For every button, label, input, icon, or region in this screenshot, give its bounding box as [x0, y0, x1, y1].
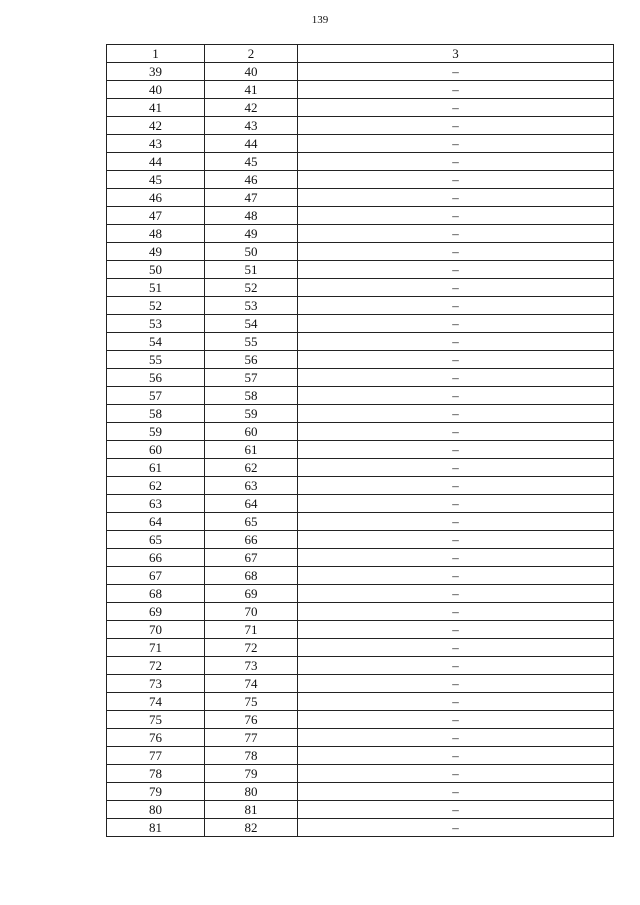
table-row — [107, 207, 614, 225]
table-cell-col-3: – — [298, 81, 614, 99]
table-cell-col-3: – — [298, 549, 614, 567]
table-cell-col-1: 65 — [107, 531, 205, 549]
table-cell-col-3: – — [298, 297, 614, 315]
table-cell-col-3: – — [298, 459, 614, 477]
table-cell-col-2: 60 — [205, 423, 298, 441]
table-cell-col-1: 51 — [107, 279, 205, 297]
table-cell-col-1: 44 — [107, 153, 205, 171]
table-row — [107, 225, 614, 243]
table-cell-col-1: 71 — [107, 639, 205, 657]
table-cell-col-3: – — [298, 99, 614, 117]
table-cell-col-2: 78 — [205, 747, 298, 765]
table-cell-col-3: – — [298, 207, 614, 225]
table-row — [107, 297, 614, 315]
table-cell-col-1: 69 — [107, 603, 205, 621]
table-row — [107, 657, 614, 675]
table-cell-col-3: – — [298, 171, 614, 189]
table-row — [107, 63, 614, 81]
table-cell-col-2: 69 — [205, 585, 298, 603]
table-cell-col-2: 68 — [205, 567, 298, 585]
table-cell-col-2: 64 — [205, 495, 298, 513]
table-cell-col-1: 72 — [107, 657, 205, 675]
table-cell-col-1: 81 — [107, 819, 205, 837]
table-cell-col-1: 68 — [107, 585, 205, 603]
table-cell-col-1: 52 — [107, 297, 205, 315]
table-cell-col-2: 54 — [205, 315, 298, 333]
table-row — [107, 369, 614, 387]
table-cell-col-2: 72 — [205, 639, 298, 657]
table-row — [107, 423, 614, 441]
table-cell-col-1: 77 — [107, 747, 205, 765]
table-cell-col-3: – — [298, 477, 614, 495]
table-cell-col-2: 49 — [205, 225, 298, 243]
table-cell-col-3: – — [298, 585, 614, 603]
table-cell-col-3: – — [298, 333, 614, 351]
table-cell-col-3: – — [298, 63, 614, 81]
table-row — [107, 81, 614, 99]
table-row — [107, 405, 614, 423]
table-cell-col-3: – — [298, 423, 614, 441]
table-cell-col-1: 40 — [107, 81, 205, 99]
table-cell-col-3: – — [298, 531, 614, 549]
table-cell-col-2: 59 — [205, 405, 298, 423]
table-cell-col-2: 40 — [205, 63, 298, 81]
table-row — [107, 117, 614, 135]
table-cell-col-3: – — [298, 189, 614, 207]
table-cell-col-3: – — [298, 639, 614, 657]
table-cell-col-1: 55 — [107, 351, 205, 369]
table-cell-col-3: – — [298, 747, 614, 765]
table-cell-col-1: 49 — [107, 243, 205, 261]
table-cell-col-2: 82 — [205, 819, 298, 837]
table-cell-col-1: 47 — [107, 207, 205, 225]
table-row — [107, 747, 614, 765]
table-cell-col-2: 47 — [205, 189, 298, 207]
table-cell-col-2: 66 — [205, 531, 298, 549]
table-cell-col-2: 76 — [205, 711, 298, 729]
table-cell-col-2: 53 — [205, 297, 298, 315]
table-cell-col-2: 80 — [205, 783, 298, 801]
table-cell-col-1: 67 — [107, 567, 205, 585]
table-cell-col-2: 57 — [205, 369, 298, 387]
table-cell-col-2: 45 — [205, 153, 298, 171]
table-cell-col-2: 74 — [205, 675, 298, 693]
table-cell-col-3: – — [298, 495, 614, 513]
table-cell-col-3: – — [298, 315, 614, 333]
table-cell-col-1: 79 — [107, 783, 205, 801]
table-row — [107, 711, 614, 729]
table-row — [107, 765, 614, 783]
table-cell-col-2: 61 — [205, 441, 298, 459]
table-row — [107, 459, 614, 477]
table-row — [107, 333, 614, 351]
table-cell-col-1: 56 — [107, 369, 205, 387]
table-cell-col-1: 54 — [107, 333, 205, 351]
table-cell-col-1: 62 — [107, 477, 205, 495]
table-row — [107, 567, 614, 585]
table-row — [107, 729, 614, 747]
table-cell-col-1: 64 — [107, 513, 205, 531]
table-cell-col-2: 41 — [205, 81, 298, 99]
table-row — [107, 99, 614, 117]
table-cell-col-3: – — [298, 513, 614, 531]
table-cell-col-2: 81 — [205, 801, 298, 819]
table-cell-col-3: – — [298, 711, 614, 729]
table-cell-col-1: 57 — [107, 387, 205, 405]
table-cell-col-2: 79 — [205, 765, 298, 783]
table-cell-col-2: 56 — [205, 351, 298, 369]
table-cell-col-1: 42 — [107, 117, 205, 135]
table-cell-col-1: 76 — [107, 729, 205, 747]
table-cell-col-2: 70 — [205, 603, 298, 621]
table-cell-col-2: 62 — [205, 459, 298, 477]
table-cell-col-2: 71 — [205, 621, 298, 639]
table-cell-col-2: 77 — [205, 729, 298, 747]
table-row — [107, 153, 614, 171]
table-row — [107, 441, 614, 459]
table-row — [107, 279, 614, 297]
table-row — [107, 693, 614, 711]
table-cell-col-1: 74 — [107, 693, 205, 711]
table-cell-col-3: – — [298, 675, 614, 693]
table-row — [107, 261, 614, 279]
table-cell-col-2: 58 — [205, 387, 298, 405]
table-cell-col-1: 46 — [107, 189, 205, 207]
table-cell-col-3: – — [298, 153, 614, 171]
table-cell-col-1: 43 — [107, 135, 205, 153]
table-body — [107, 63, 614, 837]
table-cell-col-2: 50 — [205, 243, 298, 261]
table-row — [107, 513, 614, 531]
table-row — [107, 135, 614, 153]
table-cell-col-3: – — [298, 783, 614, 801]
table-cell-col-2: 75 — [205, 693, 298, 711]
table-cell-col-2: 43 — [205, 117, 298, 135]
table-row — [107, 585, 614, 603]
table-cell-col-2: 42 — [205, 99, 298, 117]
table-cell-col-2: 48 — [205, 207, 298, 225]
table-cell-col-3: – — [298, 351, 614, 369]
table-row — [107, 675, 614, 693]
table-cell-col-3: – — [298, 729, 614, 747]
table-row — [107, 603, 614, 621]
table-cell-col-3: – — [298, 135, 614, 153]
table-cell-col-3: – — [298, 765, 614, 783]
table-cell-col-2: 73 — [205, 657, 298, 675]
table-cell-col-1: 45 — [107, 171, 205, 189]
table-row — [107, 171, 614, 189]
table-row — [107, 477, 614, 495]
table-cell-col-2: 51 — [205, 261, 298, 279]
table-cell-col-3: – — [298, 801, 614, 819]
table-cell-col-1: 80 — [107, 801, 205, 819]
table-cell-col-2: 44 — [205, 135, 298, 153]
table-cell-col-3: – — [298, 261, 614, 279]
data-table — [106, 44, 614, 837]
table-cell-col-3: – — [298, 405, 614, 423]
table-cell-col-3: – — [298, 369, 614, 387]
table-cell-col-1: 48 — [107, 225, 205, 243]
table-cell-col-1: 58 — [107, 405, 205, 423]
table-row — [107, 387, 614, 405]
table-cell-col-3: – — [298, 693, 614, 711]
table-cell-col-3: – — [298, 117, 614, 135]
table-cell-col-1: 73 — [107, 675, 205, 693]
table-cell-col-2: 52 — [205, 279, 298, 297]
table-cell-col-1: 60 — [107, 441, 205, 459]
table-row — [107, 549, 614, 567]
table-row — [107, 243, 614, 261]
page-number: 139 — [311, 14, 329, 26]
column-header-1: 1 — [107, 45, 205, 63]
table-cell-col-2: 65 — [205, 513, 298, 531]
table-cell-col-3: – — [298, 387, 614, 405]
table-cell-col-2: 46 — [205, 171, 298, 189]
table-row — [107, 819, 614, 837]
column-header-3: 3 — [298, 45, 614, 63]
column-header-2: 2 — [205, 45, 298, 63]
table-cell-col-1: 59 — [107, 423, 205, 441]
table-row — [107, 189, 614, 207]
table-cell-col-1: 39 — [107, 63, 205, 81]
table-row — [107, 801, 614, 819]
table-cell-col-1: 61 — [107, 459, 205, 477]
table-cell-col-3: – — [298, 819, 614, 837]
table-row — [107, 639, 614, 657]
table-row — [107, 531, 614, 549]
table-row — [107, 495, 614, 513]
table-cell-col-1: 41 — [107, 99, 205, 117]
table-cell-col-2: 63 — [205, 477, 298, 495]
table-header-row — [107, 45, 614, 63]
table-cell-col-3: – — [298, 603, 614, 621]
table-cell-col-3: – — [298, 279, 614, 297]
table-cell-col-2: 67 — [205, 549, 298, 567]
table-cell-col-1: 78 — [107, 765, 205, 783]
table-cell-col-3: – — [298, 567, 614, 585]
table-cell-col-3: – — [298, 225, 614, 243]
table-row — [107, 351, 614, 369]
table-cell-col-1: 70 — [107, 621, 205, 639]
table-cell-col-3: – — [298, 657, 614, 675]
table-cell-col-3: – — [298, 441, 614, 459]
table-cell-col-1: 50 — [107, 261, 205, 279]
table-cell-col-2: 55 — [205, 333, 298, 351]
table-cell-col-1: 66 — [107, 549, 205, 567]
table-cell-col-3: – — [298, 243, 614, 261]
table-cell-col-1: 63 — [107, 495, 205, 513]
table-row — [107, 315, 614, 333]
table-row — [107, 621, 614, 639]
table-cell-col-3: – — [298, 621, 614, 639]
table-cell-col-1: 75 — [107, 711, 205, 729]
table-cell-col-1: 53 — [107, 315, 205, 333]
table-row — [107, 783, 614, 801]
